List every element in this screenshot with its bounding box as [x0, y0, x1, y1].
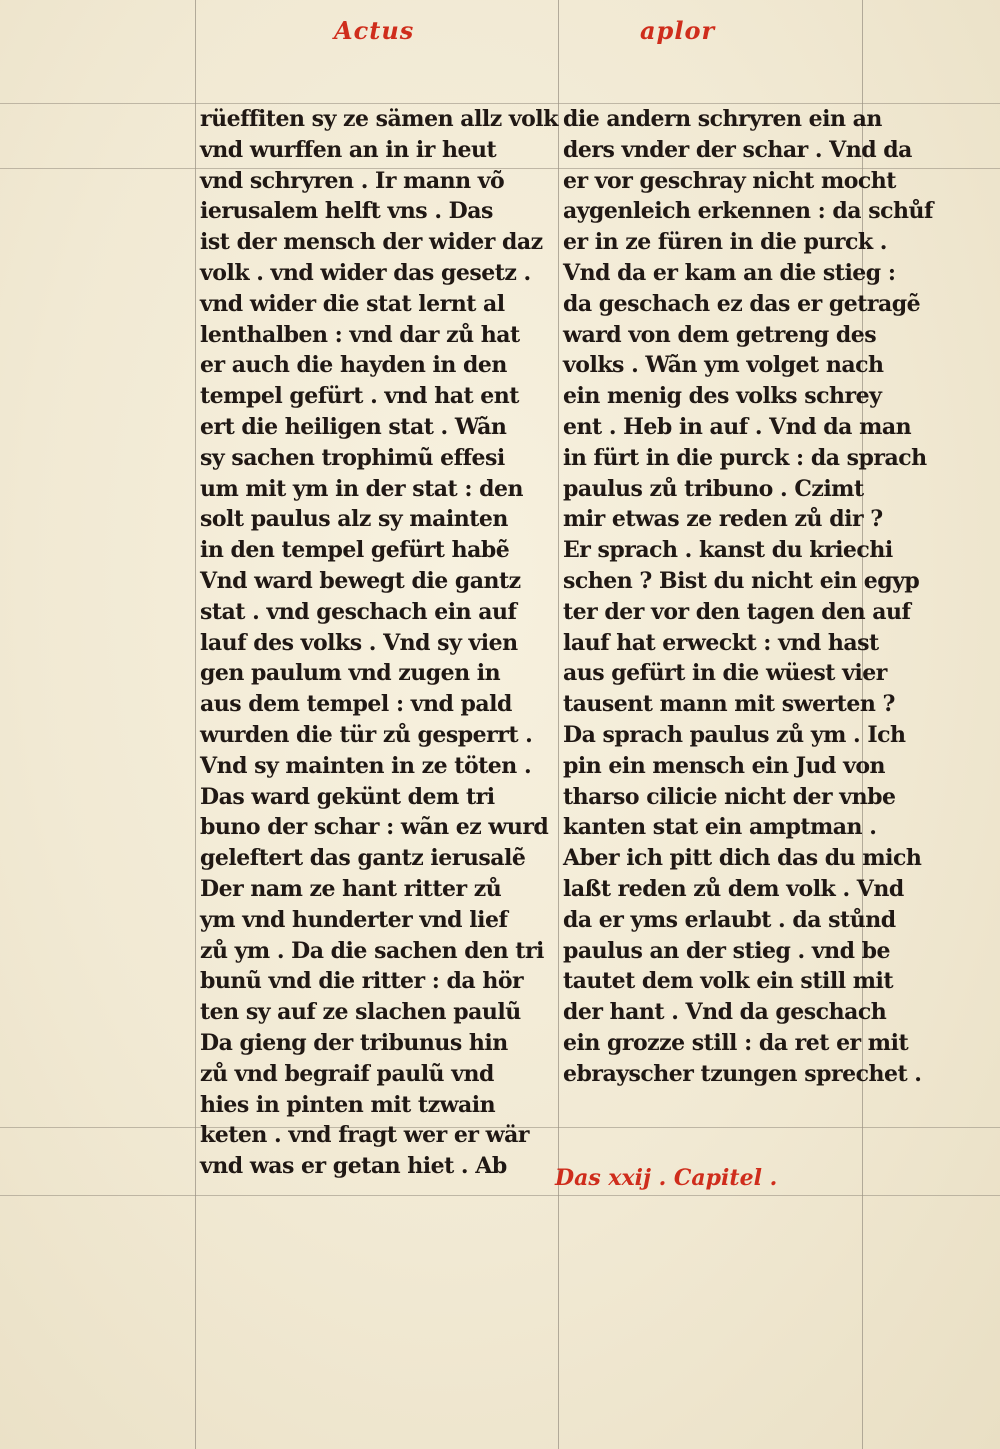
text-line: Da sprach paulus zů ym . Ich [563, 721, 906, 748]
text-line: ein grozze still : da ret er mit [563, 1029, 909, 1056]
text-line: da er yms erlaubt . da stůnd [563, 906, 896, 933]
text-line: vnd wider die stat lernt al [200, 290, 505, 317]
text-line: Der nam ze hant ritter zů [200, 875, 502, 902]
text-line: vnd schryren . Ir mann võ [200, 167, 505, 194]
ruling-line-vertical [195, 0, 196, 1449]
ruling-line-horizontal [0, 1195, 1000, 1196]
text-line: ent . Heb in auf . Vnd da man [563, 413, 912, 440]
text-line: zů vnd begraif paulũ vnd [200, 1060, 494, 1087]
running-head-right: aplor [640, 16, 716, 45]
text-line: ter der vor den tagen den auf [563, 598, 911, 625]
text-line: paulus zů tribuno . Czimt [563, 475, 864, 502]
text-line: schen ? Bist du nicht ein egyp [563, 567, 920, 594]
text-line: keten . vnd fragt wer er wär [200, 1122, 529, 1149]
text-line: geleftert das gantz ierusalẽ [200, 845, 526, 872]
text-line: Vnd da er kam an die stieg : [563, 259, 896, 286]
text-line: er auch die hayden in den [200, 352, 507, 379]
text-line: tausent mann mit swerten ? [563, 691, 895, 718]
text-line: ward von dem getreng des [563, 321, 877, 348]
text-line: ierusalem helft vns . Das [200, 198, 493, 225]
text-line: aus dem tempel : vnd pald [200, 691, 512, 718]
text-line: pin ein mensch ein Jud von [563, 752, 886, 779]
text-line: aus gefürt in die wüest vier [563, 660, 887, 687]
text-line: er vor geschray nicht mocht [563, 167, 896, 194]
text-line: mir etwas ze reden zů dir ? [563, 506, 883, 533]
text-line: ein menig des volks schrey [563, 383, 882, 410]
text-line: tharso cilicie nicht der vnbe [563, 783, 896, 810]
text-line: tautet dem volk ein still mit [563, 968, 894, 995]
text-line: ten sy auf ze slachen paulũ [200, 999, 521, 1026]
text-line: vnd was er getan hiet . Ab [200, 1153, 507, 1180]
text-line: Vnd sy mainten in ze töten . [200, 752, 532, 779]
text-line: vnd wurffen an in ir heut [200, 136, 497, 163]
text-line: aygenleich erkennen : da schůf [563, 198, 933, 225]
text-line: ym vnd hunderter vnd lief [200, 906, 508, 933]
text-line: paulus an der stieg . vnd be [563, 937, 891, 964]
text-column-right [563, 104, 933, 1090]
text-line: laßt reden zů dem volk . Vnd [563, 875, 904, 902]
text-line: lauf hat erweckt : vnd hast [563, 629, 879, 656]
text-line: ist der mensch der wider daz [200, 229, 543, 256]
text-line: sy sachen trophimũ effesi [200, 444, 505, 471]
text-line: solt paulus alz sy mainten [200, 506, 508, 533]
text-line: Da gieng der tribunus hin [200, 1029, 508, 1056]
text-line: um mit ym in der stat : den [200, 475, 524, 502]
text-line: rüeffiten sy ze sämen allz volk [200, 106, 558, 132]
text-line: Das ward gekünt dem tri [200, 783, 495, 810]
text-column-left [200, 104, 558, 1182]
text-line: buno der schar : wãn ez wurd [200, 814, 549, 841]
text-line: volks . Wãn ym volget nach [563, 352, 884, 379]
text-line: ebrayscher tzungen sprechet . [563, 1060, 922, 1087]
text-line: Er sprach . kanst du kriechi [563, 537, 893, 564]
text-line: tempel gefürt . vnd hat ent [200, 383, 519, 410]
chapter-heading: Das xxij . Capitel . [555, 1165, 778, 1191]
text-line: Aber ich pitt dich das du mich [563, 845, 922, 872]
text-line: Vnd ward bewegt die gantz [200, 567, 521, 594]
text-line: in fürt in die purck : da sprach [563, 444, 927, 471]
text-line: ders vnder der schar . Vnd da [563, 136, 912, 163]
text-line: volk . vnd wider das gesetz . [200, 259, 531, 286]
text-line: wurden die tür zů gesperrt . [200, 721, 533, 748]
text-line: lenthalben : vnd dar zů hat [200, 321, 520, 348]
text-line: in den tempel gefürt habẽ [200, 537, 510, 564]
text-line: zů ym . Da die sachen den tri [200, 937, 544, 964]
text-line: stat . vnd geschach ein auf [200, 598, 517, 625]
text-line: er in ze füren in die purck . [563, 229, 887, 256]
text-line: lauf des volks . Vnd sy vien [200, 629, 518, 656]
text-line: gen paulum vnd zugen in [200, 660, 501, 687]
ruling-line-vertical [558, 0, 559, 1449]
text-line: der hant . Vnd da geschach [563, 999, 887, 1026]
running-head-left: Actus [334, 16, 415, 45]
text-line: bunũ vnd die ritter : da hör [200, 968, 524, 995]
text-line: kanten stat ein amptman . [563, 814, 877, 841]
text-line: da geschach ez das er getragẽ [563, 290, 921, 317]
text-line: die andern schryren ein an [563, 106, 882, 132]
text-line: ert die heiligen stat . Wãn [200, 413, 507, 440]
text-line: hies in pinten mit tzwain [200, 1091, 496, 1118]
